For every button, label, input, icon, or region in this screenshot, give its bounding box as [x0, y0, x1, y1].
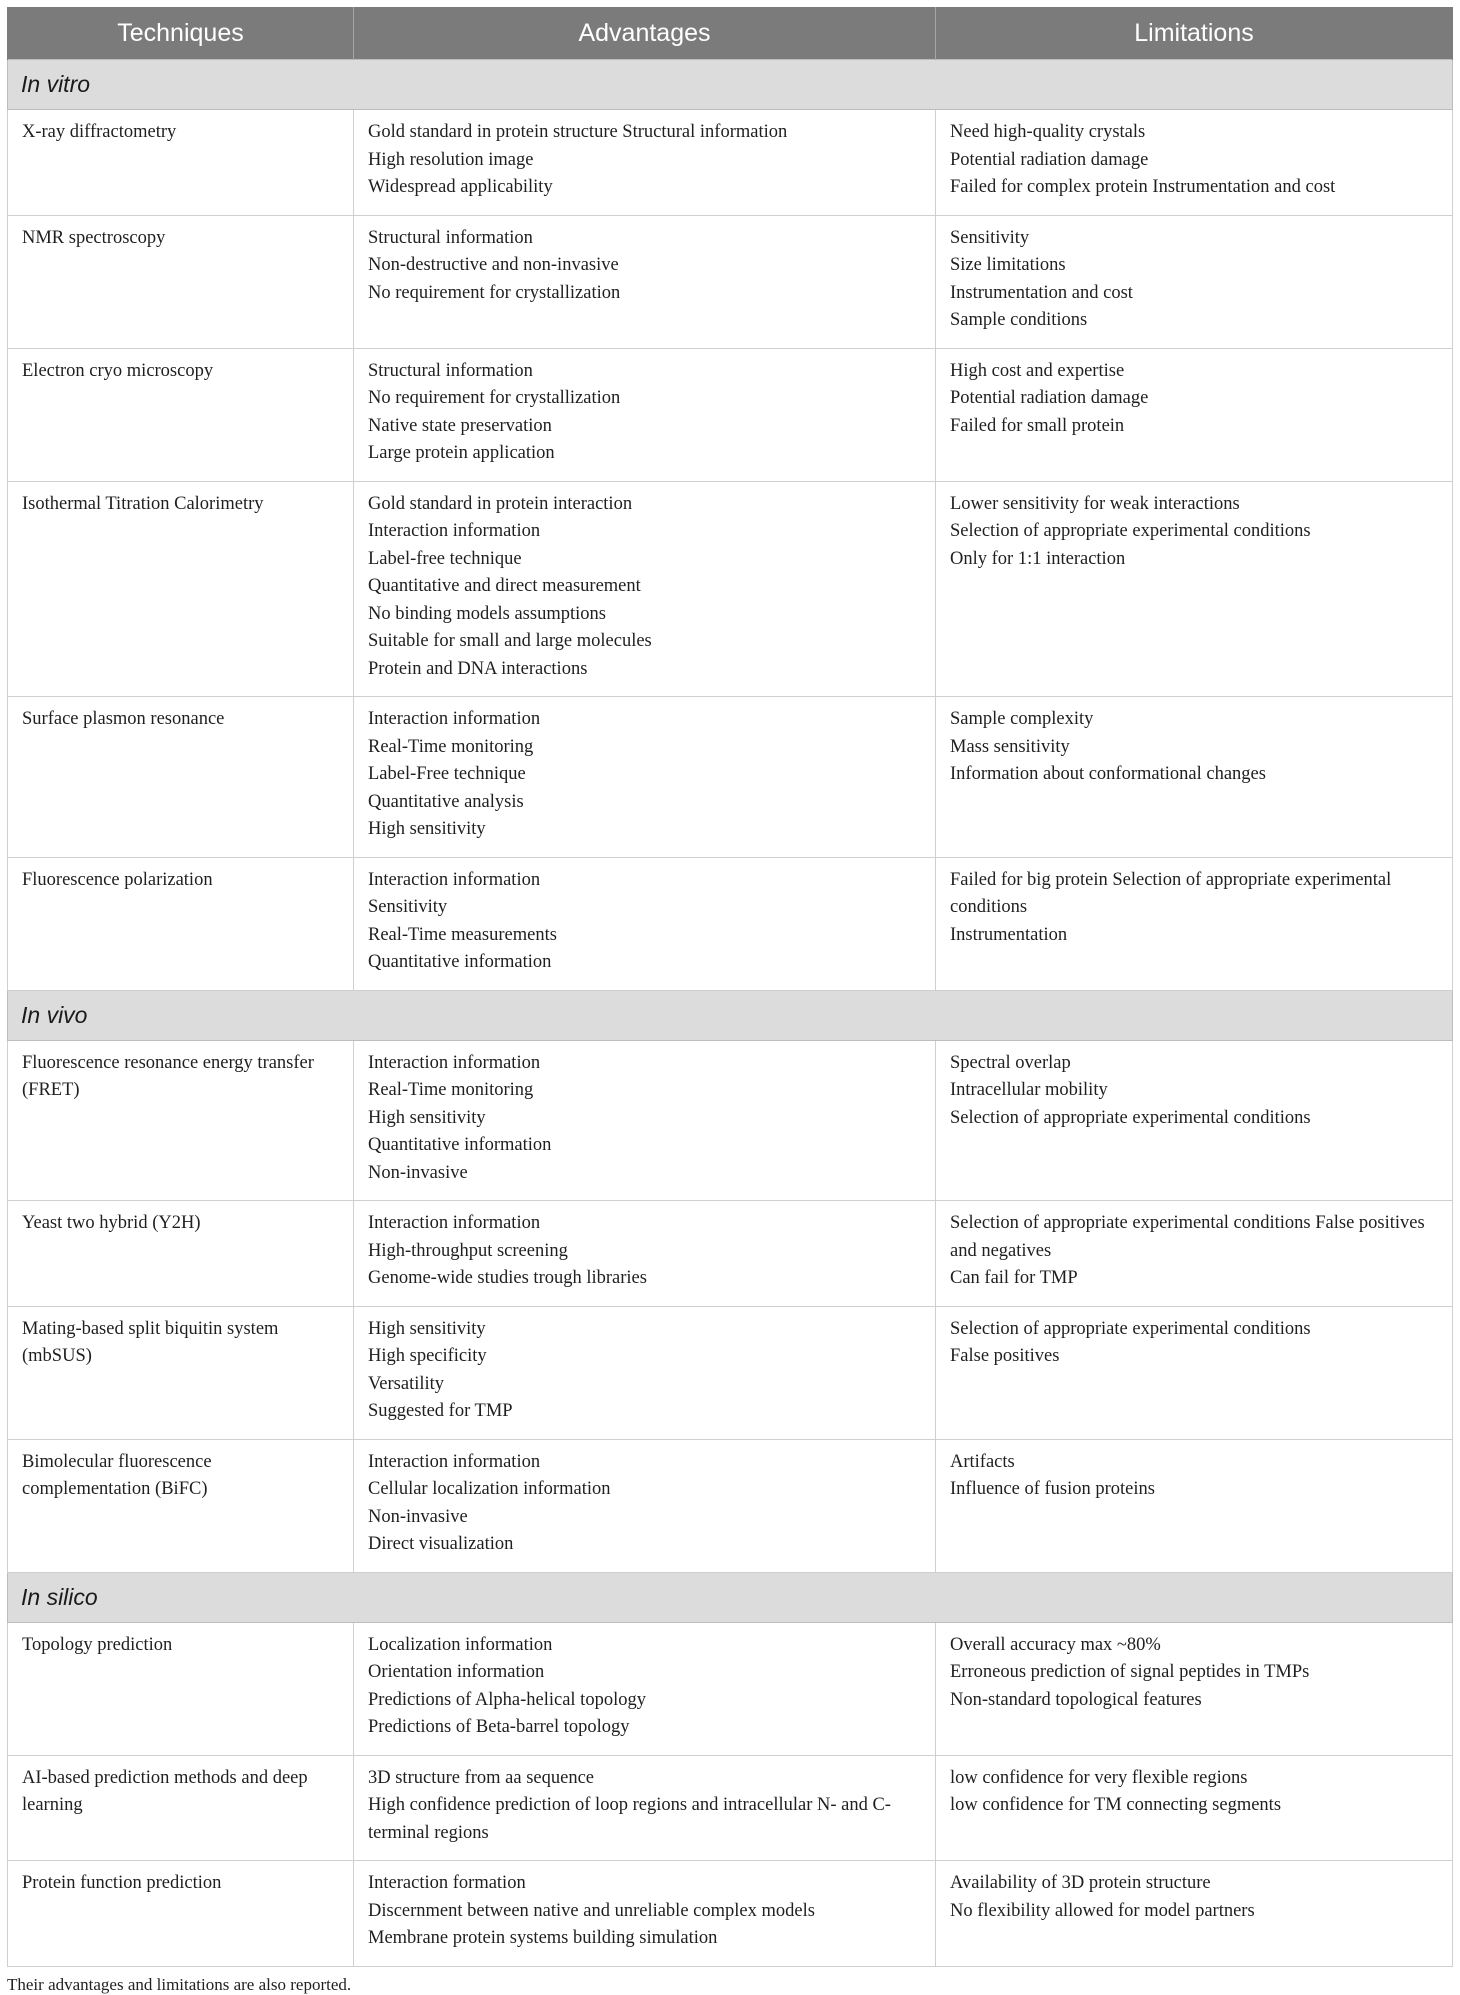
section-row [8, 60, 1453, 110]
advantage-item: Protein and DNA interactions [368, 658, 588, 679]
advantages-cell [354, 110, 936, 216]
advantage-item: Gold standard in protein structure Structural information [368, 122, 788, 142]
limitation-item: Mass sensitivity [950, 736, 1070, 757]
table-row [8, 481, 1453, 697]
limitations-cell [936, 1201, 1453, 1307]
advantage-item: No binding models assumptions [368, 603, 606, 624]
advantage-item: Localization information [368, 1634, 553, 1655]
advantage-item: Label-free technique [368, 548, 522, 569]
limitation-item: low confidence for very flexible regions [950, 1767, 1248, 1788]
advantage-item: High sensitivity [368, 819, 486, 839]
advantage-item: High sensitivity [368, 1107, 486, 1128]
limitation-item: Potential radiation damage [950, 149, 1149, 170]
technique-cell: X-ray diffractometry [8, 110, 354, 216]
advantage-item: Interaction information [368, 709, 541, 729]
limitations-cell [936, 348, 1453, 481]
table-row [8, 1040, 1453, 1201]
advantage-item: 3D structure from aa sequence [368, 1767, 595, 1788]
section-row [8, 990, 1453, 1040]
advantage-item: High sensitivity [368, 1318, 486, 1339]
limitations-cell [936, 1040, 1453, 1201]
section-title: In silico [8, 1572, 1453, 1622]
header-row [8, 7, 1453, 60]
limitation-item: Failed for complex protein Instrumentation and cost [950, 177, 1336, 197]
technique-cell: Fluorescence polarization [8, 857, 354, 990]
advantages-cell [354, 1755, 936, 1861]
advantages-cell [354, 481, 936, 697]
table-row [8, 857, 1453, 990]
advantage-item: High resolution image [368, 149, 534, 170]
table-row [8, 1622, 1453, 1755]
advantage-item: Quantitative and direct measurement [368, 576, 641, 596]
advantage-item: Interaction information [368, 521, 541, 541]
table-footnote: Their advantages and limitations are also reported. [7, 1974, 352, 1994]
advantages-cell [354, 215, 936, 348]
limitation-item: Instrumentation [950, 924, 1068, 945]
advantage-item: Predictions of Beta-barrel topology [368, 1717, 630, 1737]
section-title: In vivo [8, 990, 1453, 1040]
advantages-cell [354, 857, 936, 990]
technique-cell: Yeast two hybrid (Y2H) [8, 1201, 354, 1307]
advantage-item: Suitable for small and large molecules [368, 631, 652, 651]
advantage-item: No requirement for crystallization [368, 282, 621, 303]
advantage-item: Label-Free technique [368, 764, 526, 784]
advantages-cell [354, 697, 936, 858]
limitation-item: Failed for small protein [950, 415, 1125, 436]
table-row [8, 348, 1453, 481]
limitations-cell [936, 481, 1453, 697]
advantage-item: Native state preservation [368, 415, 552, 436]
advantage-item: Quantitative analysis [368, 791, 524, 812]
limitation-item: Lower sensitivity for weak interactions [950, 493, 1240, 514]
advantage-item: Interaction information [368, 1213, 541, 1233]
technique-cell: Protein function prediction [8, 1861, 354, 1967]
limitation-item: Sample conditions [950, 310, 1088, 330]
advantage-item: Quantitative information [368, 952, 552, 972]
advantage-item: Membrane protein systems building simulation [368, 1928, 718, 1948]
table-row [8, 1861, 1453, 1967]
limitation-item: Availability of 3D protein structure [950, 1873, 1211, 1893]
techniques-table [7, 7, 1453, 1967]
advantage-item: Suggested for TMP [368, 1401, 513, 1421]
limitations-cell [936, 857, 1453, 990]
limitation-item: Need high-quality crystals [950, 122, 1146, 142]
advantage-item: Quantitative information [368, 1135, 552, 1155]
technique-cell: Mating-based split biquitin system (mbSUS) [8, 1306, 354, 1439]
advantage-item: Non-destructive and non-invasive [368, 255, 619, 275]
limitation-item: Can fail for TMP [950, 1268, 1078, 1288]
table-row [8, 215, 1453, 348]
table-row [8, 1201, 1453, 1307]
table-row [8, 110, 1453, 216]
advantages-cell [354, 1622, 936, 1755]
limitation-item: Sample complexity [950, 709, 1094, 729]
header-techniques: Techniques [8, 7, 354, 60]
limitation-item: Selection of appropriate experimental conditions [950, 521, 1311, 541]
technique-cell: Surface plasmon resonance [8, 697, 354, 858]
limitation-item: Selection of appropriate experimental conditions [950, 1107, 1311, 1128]
advantage-item: High specificity [368, 1346, 487, 1366]
technique-cell: Bimolecular fluorescence complementation (BiFC) [8, 1439, 354, 1572]
advantage-item: Predictions of Alpha-helical topology [368, 1689, 646, 1710]
limitation-item: Overall accuracy max ~80% [950, 1634, 1161, 1655]
advantage-item: Discernment between native and unreliable complex models [368, 1900, 815, 1921]
limitations-cell [936, 1861, 1453, 1967]
limitation-item: Only for 1:1 interaction [950, 548, 1126, 569]
technique-cell: AI-based prediction methods and deep learning [8, 1755, 354, 1861]
advantages-cell [354, 1306, 936, 1439]
advantage-item: Real-Time monitoring [368, 1080, 534, 1100]
limitations-cell [936, 1306, 1453, 1439]
technique-cell: NMR spectroscopy [8, 215, 354, 348]
limitations-cell [936, 1622, 1453, 1755]
table-row [8, 1306, 1453, 1439]
table-row [8, 1755, 1453, 1861]
advantages-cell [354, 348, 936, 481]
limitation-item: Sensitivity [950, 227, 1030, 248]
section-row [8, 1572, 1453, 1622]
limitation-item: Size limitations [950, 255, 1066, 275]
limitation-item: low confidence for TM connecting segments [950, 1795, 1282, 1815]
advantage-item: Versatility [368, 1373, 445, 1394]
advantage-item: Non-invasive [368, 1506, 468, 1527]
table-row [8, 1439, 1453, 1572]
limitation-item: Instrumentation and cost [950, 282, 1133, 303]
limitations-cell [936, 215, 1453, 348]
table-body [8, 60, 1453, 1967]
technique-cell: Electron cryo microscopy [8, 348, 354, 481]
limitation-item: Non-standard topological features [950, 1689, 1202, 1710]
advantage-item: Real-Time measurements [368, 924, 557, 945]
advantage-item: Interaction formation [368, 1873, 526, 1893]
advantages-cell [354, 1861, 936, 1967]
header-limitations: Limitations [936, 7, 1453, 60]
advantage-item: Non-invasive [368, 1162, 468, 1183]
limitation-item: Potential radiation damage [950, 388, 1149, 408]
limitation-item: Erroneous prediction of signal peptides in TMPs [950, 1662, 1310, 1682]
advantage-item: High-throughput screening [368, 1240, 568, 1261]
advantage-item: Large protein application [368, 443, 555, 463]
advantage-item: Structural information [368, 227, 533, 248]
section-title: In vitro [8, 60, 1453, 110]
table-row [8, 697, 1453, 858]
limitations-cell [936, 697, 1453, 858]
advantage-item: Interaction information [368, 1052, 541, 1073]
limitations-cell [936, 1755, 1453, 1861]
limitations-cell [936, 110, 1453, 216]
advantage-item: Cellular localization information [368, 1479, 611, 1499]
advantages-cell [354, 1040, 936, 1201]
limitation-item: No flexibility allowed for model partners [950, 1900, 1255, 1921]
technique-cell: Isothermal Titration Calorimetry [8, 481, 354, 697]
limitation-item: Failed for big protein Selection of appropriate experimental conditions [950, 869, 1392, 917]
advantage-item: High confidence prediction of loop regions and intracellular N- and C-terminal regions [368, 1795, 891, 1843]
limitation-item: Intracellular mobility [950, 1080, 1108, 1100]
limitations-cell [936, 1439, 1453, 1572]
advantages-cell [354, 1439, 936, 1572]
advantage-item: Orientation information [368, 1662, 545, 1682]
limitation-item: Selection of appropriate experimental conditions False positives and negatives [950, 1213, 1425, 1261]
advantage-item: Widespread applicability [368, 177, 553, 197]
table-header [8, 7, 1453, 60]
limitation-item: False positives [950, 1346, 1060, 1366]
advantage-item: Gold standard in protein interaction [368, 493, 633, 514]
limitation-item: Spectral overlap [950, 1052, 1071, 1073]
technique-cell: Topology prediction [8, 1622, 354, 1755]
advantage-item: No requirement for crystallization [368, 388, 621, 408]
technique-cell: Fluorescence resonance energy transfer (FRET) [8, 1040, 354, 1201]
limitation-item: Artifacts [950, 1451, 1015, 1472]
advantage-item: Interaction information [368, 869, 541, 890]
limitation-item: Selection of appropriate experimental conditions [950, 1318, 1311, 1339]
advantage-item: Direct visualization [368, 1534, 514, 1554]
advantage-item: Structural information [368, 360, 533, 381]
header-advantages: Advantages [354, 7, 936, 60]
limitation-item: High cost and expertise [950, 360, 1125, 381]
advantage-item: Genome-wide studies trough libraries [368, 1268, 647, 1288]
advantage-item: Real-Time monitoring [368, 736, 534, 757]
limitation-item: Influence of fusion proteins [950, 1479, 1155, 1499]
table-wrapper [7, 7, 1452, 1995]
advantage-item: Interaction information [368, 1451, 541, 1472]
limitation-item: Information about conformational changes [950, 764, 1266, 784]
advantages-cell [354, 1201, 936, 1307]
advantage-item: Sensitivity [368, 897, 448, 917]
